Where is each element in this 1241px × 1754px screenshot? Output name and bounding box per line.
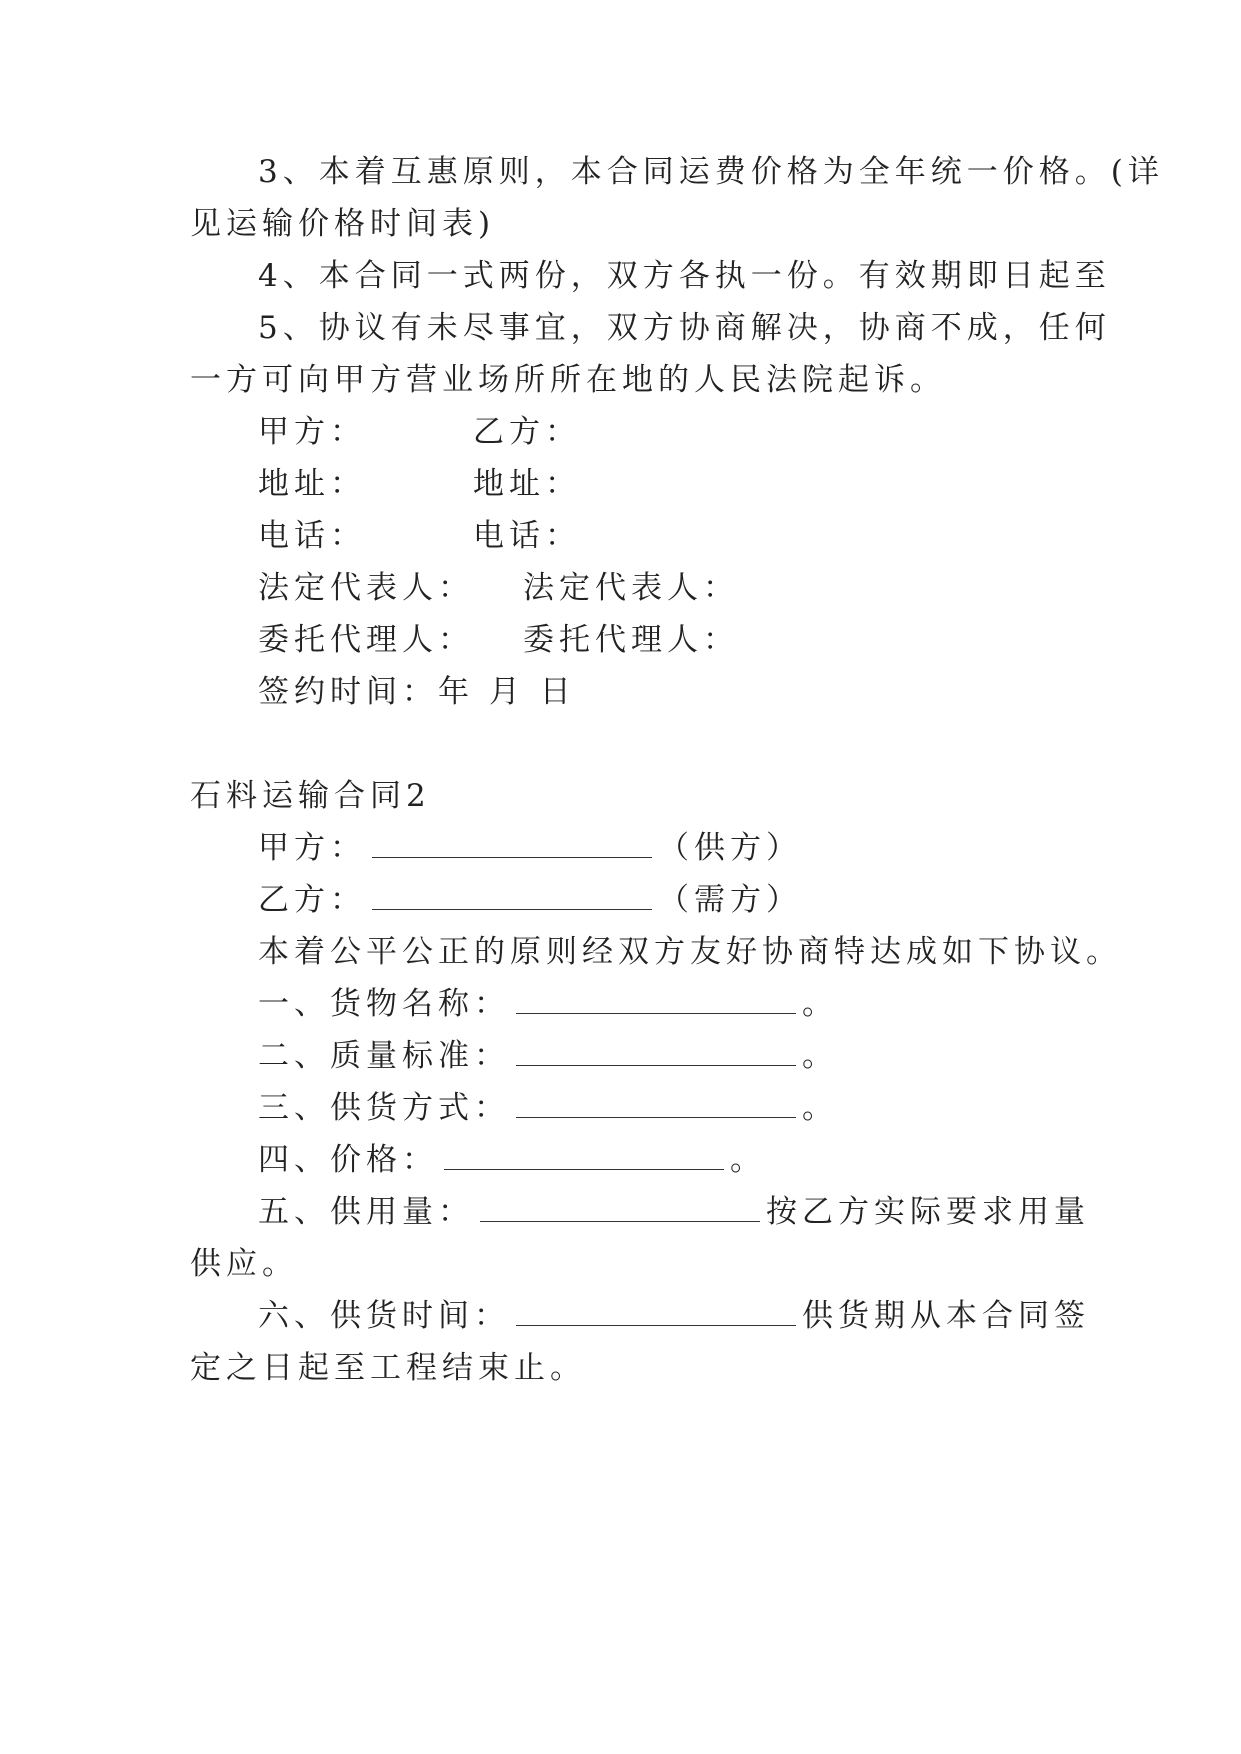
party-a-label: 甲方： xyxy=(258,830,366,866)
address-a-label: 地址： xyxy=(258,466,366,502)
section-title: 石料运输合同2 xyxy=(190,778,431,814)
party-b-blank xyxy=(372,881,652,910)
item5-blank xyxy=(480,1193,760,1222)
item-supply-quantity xyxy=(258,1192,1090,1232)
item5-label: 五、供用量： xyxy=(258,1194,474,1230)
item6-blank xyxy=(516,1297,796,1326)
item1-blank xyxy=(516,985,796,1014)
item6-label: 六、供货时间： xyxy=(258,1298,510,1334)
agent-a-label: 委托代理人： xyxy=(258,622,474,658)
party-b-role: （需方） xyxy=(658,882,802,918)
item2-end: 。 xyxy=(802,1038,838,1074)
item-supply-method xyxy=(258,1088,838,1128)
legal-rep-a-label: 法定代表人： xyxy=(258,570,474,606)
item1-label: 一、货物名称： xyxy=(258,986,510,1022)
clause-5-line-1: 5、协议有未尽事宜，双方协商解决，协商不成，任何 xyxy=(258,310,1111,346)
party-b-label: 乙方： xyxy=(258,882,366,918)
clause-3-line-1: 3、本着互惠原则，本合同运费价格为全年统一价格。(详 xyxy=(258,154,1164,190)
agent-b-label: 委托代理人： xyxy=(523,622,739,658)
item-price xyxy=(258,1140,766,1180)
party-b-label: 乙方： xyxy=(473,414,581,450)
party-a-label: 甲方： xyxy=(258,414,366,450)
contract2-party-a xyxy=(258,828,802,868)
item4-end: 。 xyxy=(730,1142,766,1178)
item-supply-quantity-line-2: 供应。 xyxy=(190,1246,298,1282)
contract2-party-b xyxy=(258,880,802,920)
item2-blank xyxy=(516,1037,796,1066)
item-supply-time xyxy=(258,1296,1090,1336)
clause-3-line-2: 见运输价格时间表) xyxy=(190,206,496,242)
item3-blank xyxy=(516,1089,796,1118)
item2-label: 二、质量标准： xyxy=(258,1038,510,1074)
item3-end: 。 xyxy=(802,1090,838,1126)
item5-tail: 按乙方实际要求用量 xyxy=(766,1194,1090,1230)
party-a-role: （供方） xyxy=(658,830,802,866)
clause-5-line-2: 一方可向甲方营业场所所在地的人民法院起诉。 xyxy=(190,362,946,398)
party-a-blank xyxy=(372,829,652,858)
item4-blank xyxy=(444,1141,724,1170)
legal-rep-b-label: 法定代表人： xyxy=(523,570,739,606)
item4-label: 四、价格： xyxy=(258,1142,438,1178)
item6-tail: 供货期从本合同签 xyxy=(802,1298,1090,1334)
item-goods-name xyxy=(258,984,838,1024)
phone-a-label: 电话： xyxy=(258,518,366,554)
address-b-label: 地址： xyxy=(473,466,581,502)
item-supply-time-line-2: 定之日起至工程结束止。 xyxy=(190,1350,586,1386)
phone-b-label: 电话： xyxy=(473,518,581,554)
sign-date: 签约时间：年 月 日 xyxy=(258,674,576,710)
item-quality-standard xyxy=(258,1036,838,1076)
clause-4: 4、本合同一式两份，双方各执一份。有效期即日起至 xyxy=(258,258,1111,294)
item1-end: 。 xyxy=(802,986,838,1022)
preamble: 本着公平公正的原则经双方友好协商特达成如下协议。 xyxy=(258,934,1122,970)
item3-label: 三、供货方式： xyxy=(258,1090,510,1126)
